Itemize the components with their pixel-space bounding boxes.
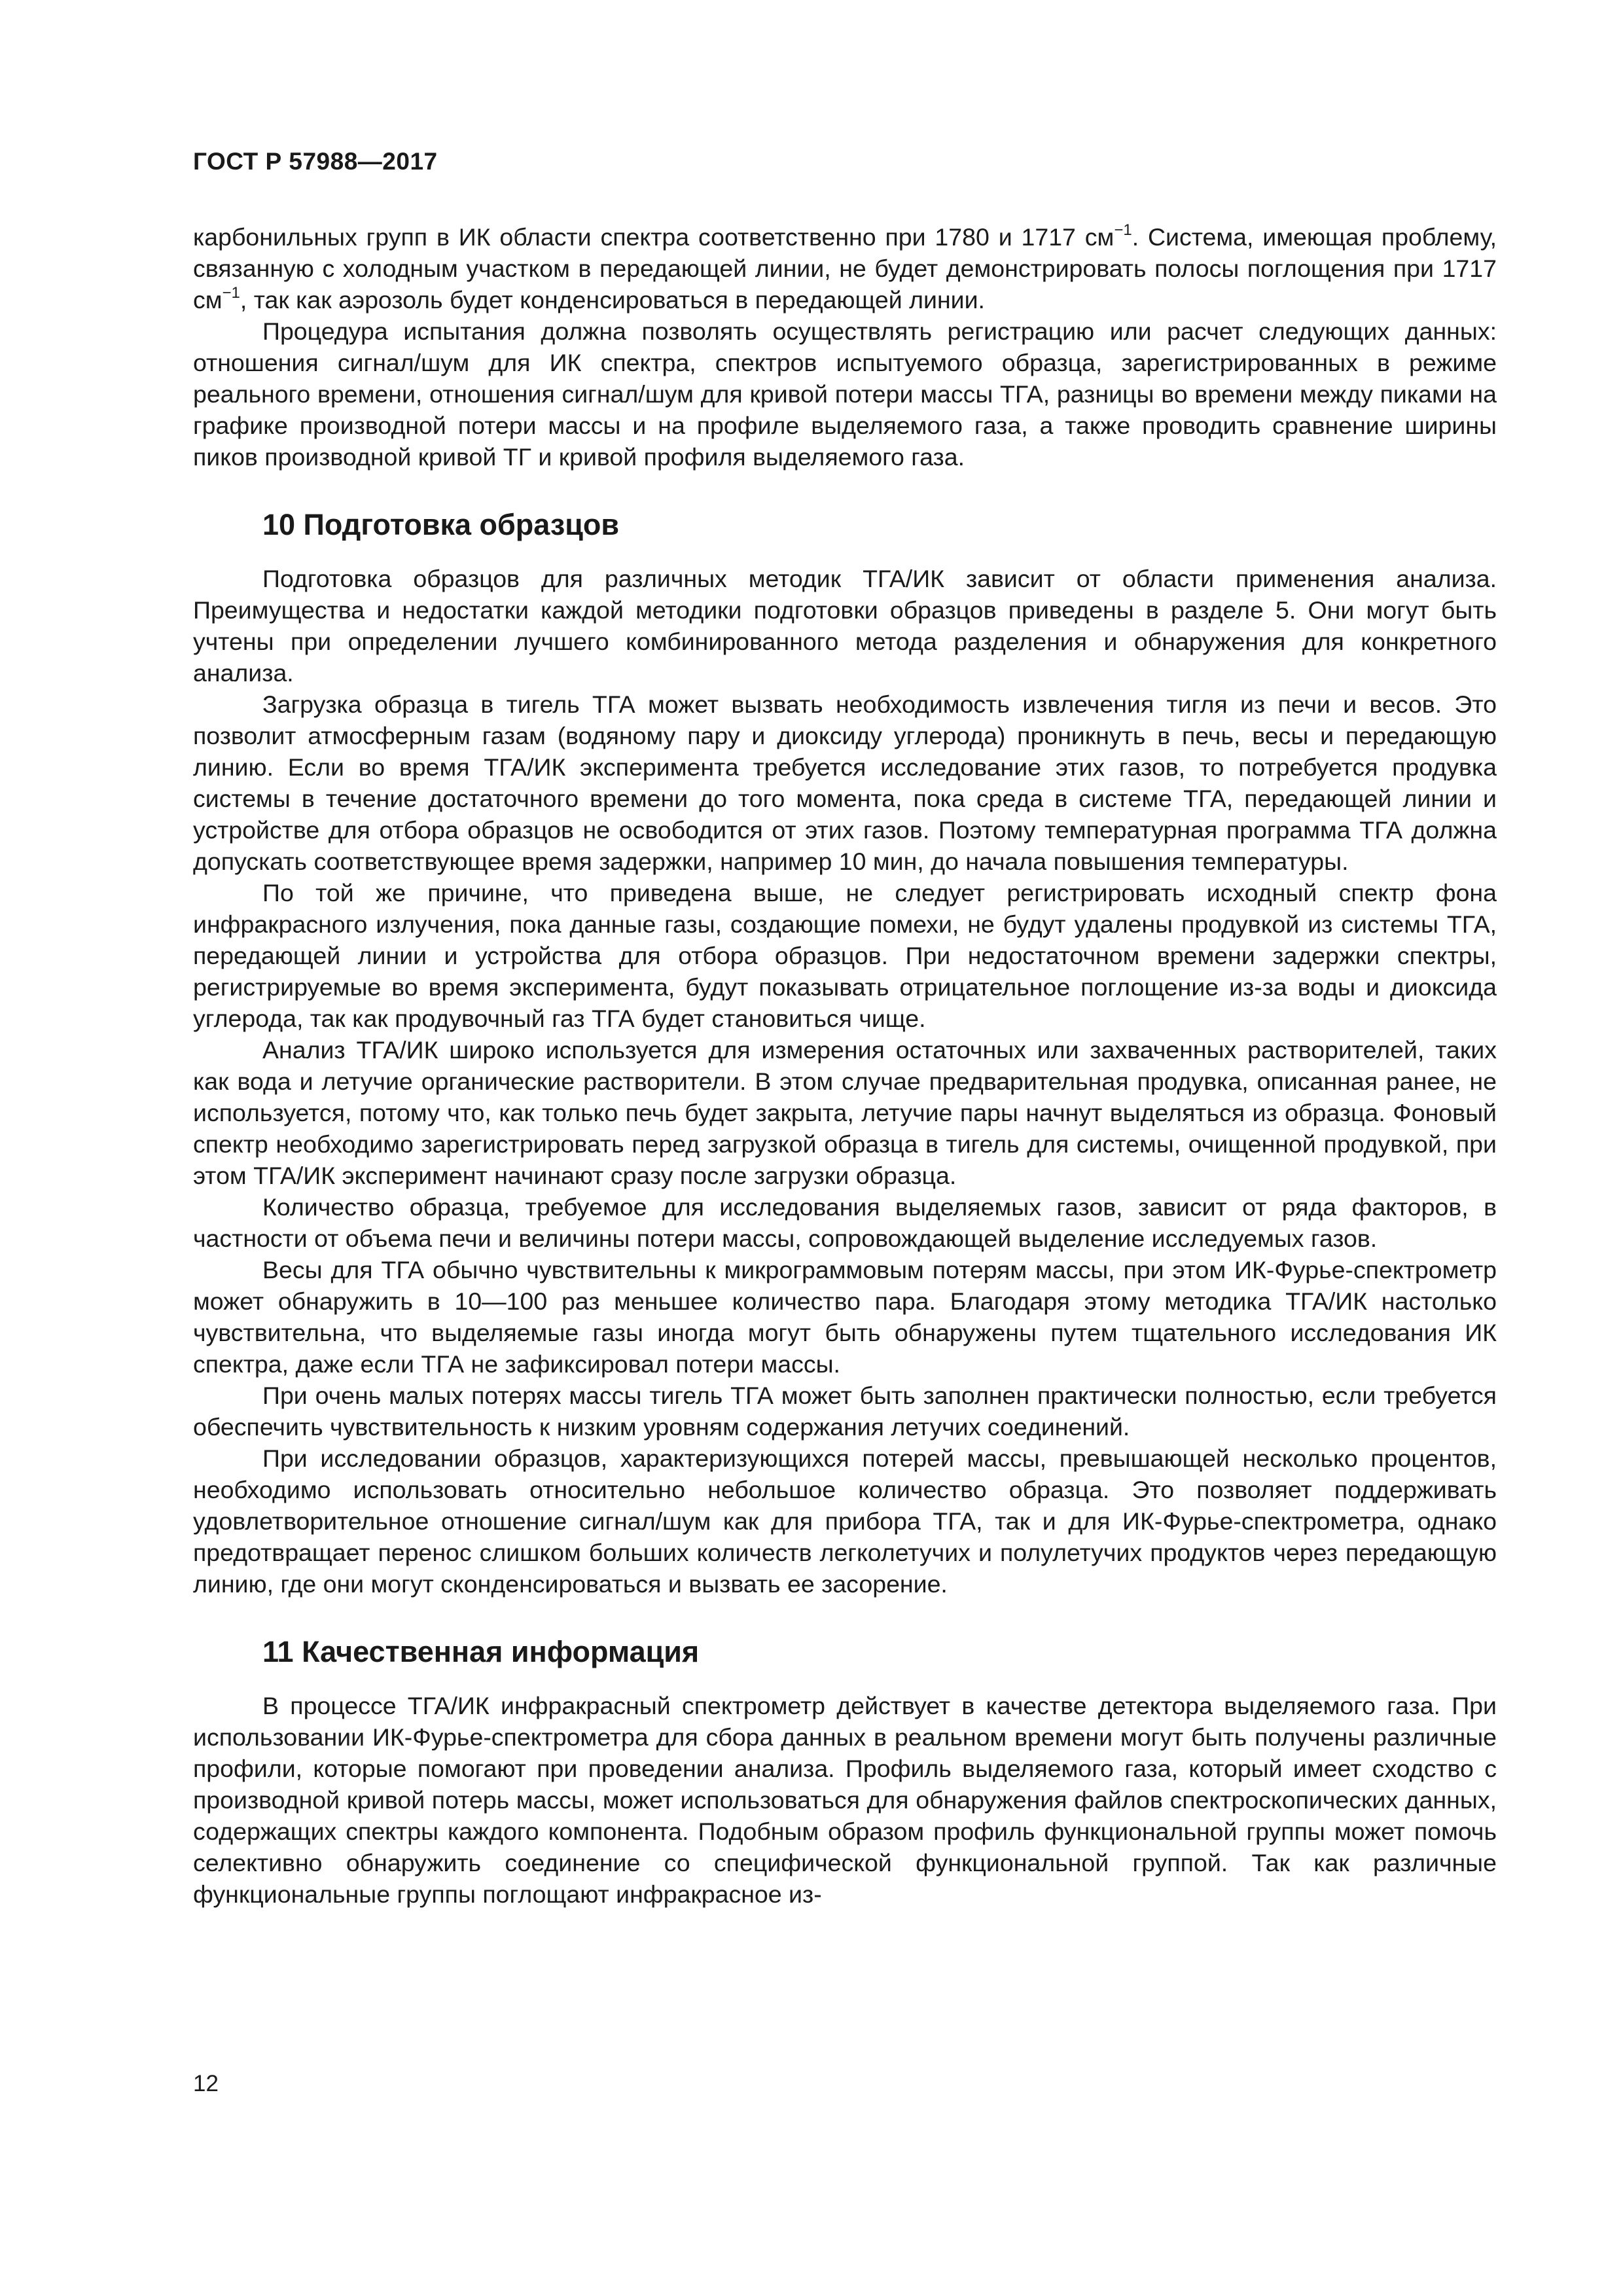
page-content: [193, 221, 1497, 1910]
paragraph: По той же причине, что приведена выше, не следует регистрировать исходный спектр фона инфракрасного излучения, пока данные газы, создающие помехи, не будут удалены продувкой из системы ТГА, передающей линии и устройства для отбора образцов. При недостаточном времени задержки спектры, регистрируемые во время эксперимента, будут показывать отрицательное поглощение из-за воды и диоксида углерода, так как продувочный газ ТГА будет становиться чище.: [193, 879, 1497, 1032]
superscript: −1: [222, 284, 240, 302]
text-fragment: . Система, имеющая проблему, связанную с холодным участком в передающей линии, не будет демонстрировать полосы поглощения при 1717 см: [193, 223, 1497, 314]
paragraph: Подготовка образцов для различных методик ТГА/ИК зависит от области применения анализа. Преимущества и недостатки каждой методики подготовки образцов приведены в разделе 5. Они могут быть учтены при определении лучшего комбинированного метода разделения и обнаружения для конкретного анализа.: [193, 565, 1497, 687]
paragraph: При очень малых потерях массы тигель ТГА может быть заполнен практически полностью, если требуется обеспечить чувствительность к низким уровням содержания летучих соединений.: [193, 1382, 1497, 1441]
paragraph: Весы для ТГА обычно чувствительны к микрограммовым потерям массы, при этом ИК-Фурье-спектрометр может обнаружить в 10—100 раз меньшее количество пара. Благодаря этому методика ТГА/ИК настолько чувствительна, что выделяемые газы иногда могут быть обнаружены путем тщательного исследования ИК спектра, даже если ТГА не зафиксировал потери массы.: [193, 1256, 1497, 1378]
paragraph: В процессе ТГА/ИК инфракрасный спектрометр действует в качестве детектора выделяемого газа. При использовании ИК-Фурье-спектрометра для сбора данных в реальном времени могут быть получены различные профили, которые помогают при проведении анализа. Профиль выделяемого газа, который имеет сходство с производной кривой потерь массы, может использоваться для обнаружения файлов спектроскопических данных, содержащих спектры каждого компонента. Подобным образом профиль функциональной группы может помочь селективно обнаружить соединение со специфической функциональной группой. Так как различные функциональные группы поглощают инфракрасное из-: [193, 1692, 1497, 1908]
page-number: 12: [193, 2071, 219, 2096]
paragraph: Количество образца, требуемое для исследования выделяемых газов, зависит от ряда факторов, в частности от объема печи и величины потери массы, сопровождающей выделение исследуемых газов.: [193, 1193, 1497, 1252]
paragraph: Загрузка образца в тигель ТГА может вызвать необходимость извлечения тигля из печи и весов. Это позволит атмосферным газам (водяному пару и диоксиду углерода) проникнуть в печь, весы и передающую линию. Если во время ТГА/ИК эксперимента требуется исследование этих газов, то потребуется продувка системы в течение достаточного времени до того момента, пока среда в системе ТГА, передающей линии и устройстве для отбора образцов не освободится от этих газов. Поэтому температурная программа ТГА должна допускать соответствующее время задержки, например 10 мин, до начала повышения температуры.: [193, 691, 1497, 875]
text-fragment: карбонильных групп в ИК области спектра соответственно при 1780 и 1717 см: [193, 223, 1115, 251]
paragraph: Процедура испытания должна позволять осуществлять регистрацию или расчет следующих данных: отношения сигнал/шум для ИК спектра, спектров испытуемого образца, зарегистрированных в режиме реального времени, отношения сигнал/шум для кривой потери массы ТГА, разницы во времени между пиками на графике производной потери массы и на профиле выделяемого газа, а также проводить сравнение ширины пиков производной кривой ТГ и кривой профиля выделяемого газа.: [193, 317, 1497, 471]
paragraph-continuation: [193, 221, 1497, 315]
section-heading-10: 10 Подготовка образцов: [262, 508, 620, 541]
paragraph: Анализ ТГА/ИК широко используется для измерения остаточных или захваченных растворителей, таких как вода и летучие органические растворители. В этом случае предварительная продувка, описанная ранее, не используется, потому что, как только печь будет закрыта, летучие пары начнут выделяться из образца. Фоновый спектр необходимо зарегистрировать перед загрузкой образца в тигель для системы, очищенной продувкой, при этом ТГА/ИК эксперимент начинают сразу после загрузки образца.: [193, 1036, 1497, 1189]
superscript: −1: [1114, 221, 1132, 239]
section-heading-11: 11 Качественная информация: [262, 1635, 700, 1668]
text-fragment: , так как аэрозоль будет конденсироваться в передающей линии.: [240, 286, 985, 314]
paragraph: При исследовании образцов, характеризующихся потерей массы, превышающей несколько процентов, необходимо использовать относительно небольшое количество образца. Это позволяет поддерживать удовлетворительное отношение сигнал/шум как для прибора ТГА, так и для ИК-Фурье-спектрометра, однако предотвращает перенос слишком больших количеств легколетучих и полулетучих продуктов через передающую линию, где они могут сконденсироваться и вызвать ее засорение.: [193, 1444, 1497, 1598]
document-code: ГОСТ Р 57988—2017: [193, 148, 438, 175]
